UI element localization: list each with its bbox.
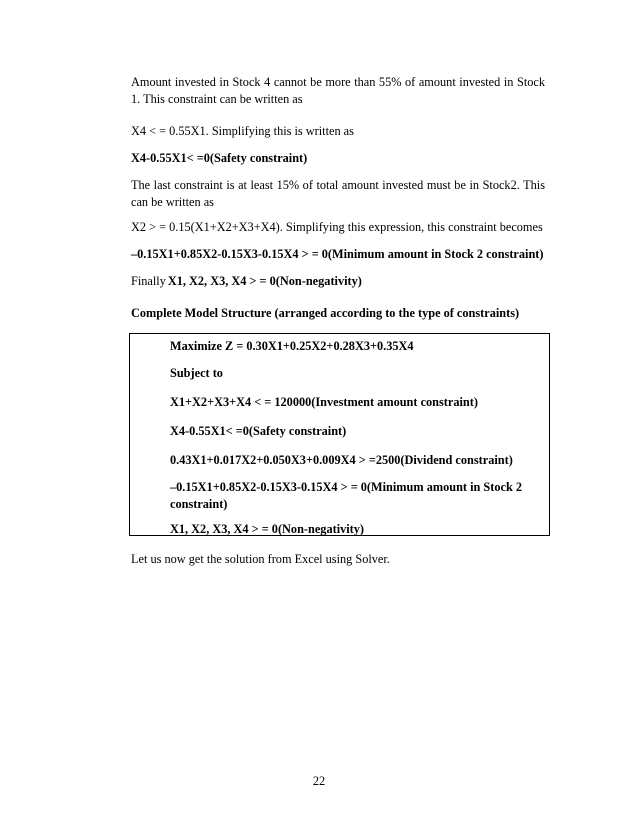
nonnegativity-text: X1, X2, X3, X4 > = 0(Non-negativity) <box>167 274 362 288</box>
paragraph-nonnegativity <box>131 273 545 290</box>
constraint-dividend: 0.43X1+0.017X2+0.050X3+0.009X4 > =2500(Dividend constraint) <box>170 453 513 467</box>
section-heading-model-structure: Complete Model Structure (arranged according to the type of constraints) <box>131 306 520 320</box>
paragraph-stock2-expression: X2 > = 0.15(X1+X2+X3+X4). Simplifying this expression, this constraint becomes <box>131 220 543 234</box>
page-number: 22 <box>312 774 326 788</box>
paragraph-safety-constraint: X4-0.55X1< =0(Safety constraint) <box>131 151 308 165</box>
paragraph-min-stock2-constraint: –0.15X1+0.85X2-0.15X3-0.15X4 > = 0(Minimum amount in Stock 2 constraint) <box>131 247 544 261</box>
paragraph-stock2-constraint-intro: The last constraint is at least 15% of total amount invested must be in Stock2. This can be written as <box>131 178 545 209</box>
constraint-investment: X1+X2+X3+X4 < = 120000(Investment amount constraint) <box>170 395 478 409</box>
finally-label: Finally <box>131 274 166 288</box>
paragraph-inequality-x4: X4 < = 0.55X1. Simplifying this is written as <box>131 124 354 138</box>
constraint-safety: X4-0.55X1< =0(Safety constraint) <box>170 424 347 438</box>
constraint-min-stock2: –0.15X1+0.85X2-0.15X3-0.15X4 > = 0(Minimum amount in Stock 2 constraint) <box>170 480 523 511</box>
paragraph-stock4-constraint: Amount invested in Stock 4 cannot be more than 55% of amount invested in Stock 1. This constraint can be written as <box>131 75 545 106</box>
paragraph-excel-solver: Let us now get the solution from Excel using Solver. <box>131 552 390 566</box>
model-structure-box <box>129 333 550 536</box>
constraint-nonnegativity: X1, X2, X3, X4 > = 0(Non-negativity) <box>170 522 365 536</box>
objective-function: Maximize Z = 0.30X1+0.25X2+0.28X3+0.35X4 <box>170 339 414 353</box>
subject-to-label: Subject to <box>170 366 223 380</box>
